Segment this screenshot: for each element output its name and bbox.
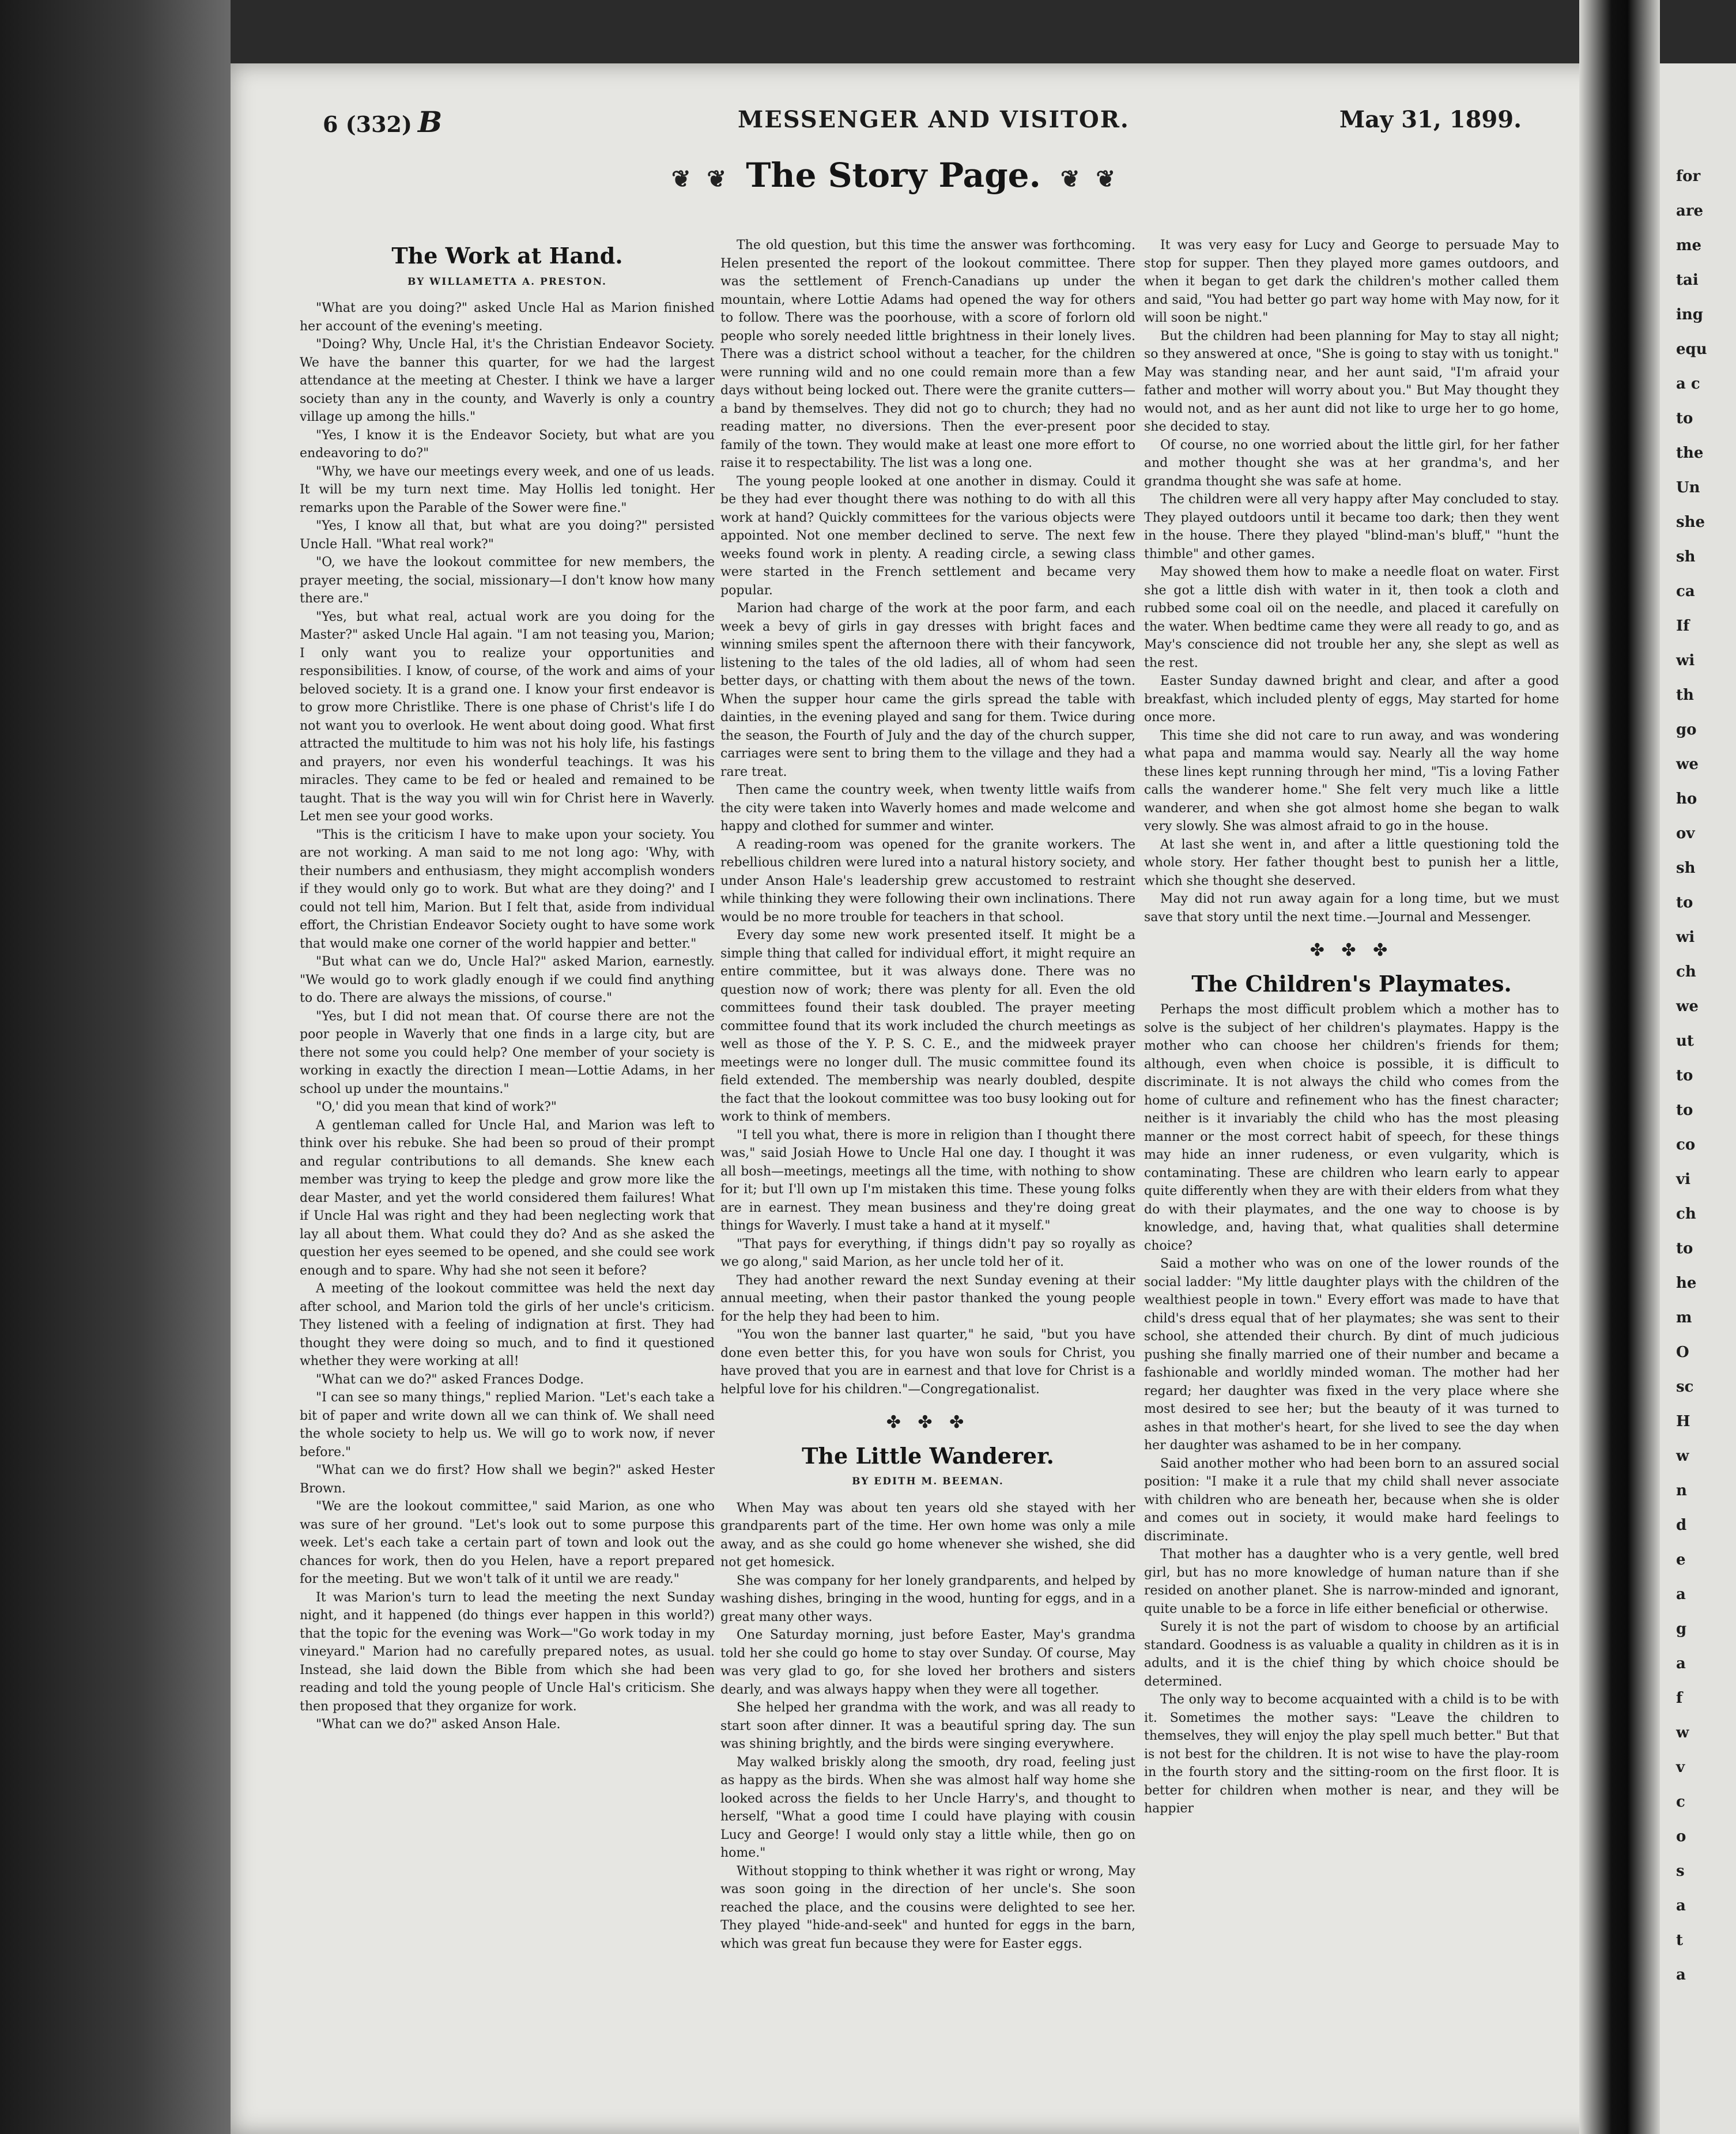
adjacent-page-fragment: w: [1676, 1447, 1689, 1465]
paragraph: This time she did not care to run away, and was wondering what papa and mamma would say. Nearly all the way home these lines kept running through her mind, "Tis a loving Father calls the wanderer home." She felt very much like a little wanderer, and when she got almost home she began to walk very slowly. She was almost afraid to go in the house.: [1144, 728, 1559, 834]
adjacent-page-fragment: go: [1676, 721, 1697, 738]
article-title: The Little Wanderer.: [802, 1442, 1054, 1469]
adjacent-page-fragment: we: [1676, 998, 1699, 1015]
paragraph: "I tell you what, there is more in religion than I thought there was," said Josiah Howe to Uncle Hal one day. I thought it was all bosh—meetings, meetings all the time, with nothing to show for it; but I'll own up I'm mistaken this time. These young folks are in earnest. They mean business and they're doing great things for Waverly. I must take a hand at it myself.": [720, 1128, 1135, 1233]
paragraph: "Yes, I know it is the Endeavor Society, but what are you endeavoring to do?": [300, 428, 715, 461]
paragraph: She was company for her lonely grandparents, and helped by washing dishes, bringing in the wood, hunting for eggs, and in a great many other ways.: [720, 1573, 1135, 1624]
paragraph: Then came the country week, when twenty little waifs from the city were taken into Waverly homes and made welcome and happy and clothed for summer and winter.: [720, 783, 1135, 834]
paragraph: A gentleman called for Uncle Hal, and Marion was left to think over his rebuke. She had been so proud of their prompt and regular contributions to all demands. She knew each member was trying to keep the pledge and grow more like the dear Master, and yet the world considered them failures! What if Uncle Hal was right and they had been neglecting work that lay all about them. What could they do? And as she asked the question her eyes seemed to be opened, and she could see work enough and to spare. Why had she not seen it before?: [300, 1118, 715, 1278]
paragraph: May did not run away again for a long time, but we must save that story until the next time.—Journal and Messenger.: [1144, 892, 1559, 925]
adjacent-page-fragment: Un: [1676, 479, 1700, 496]
adjacent-page-fragment: d: [1676, 1517, 1687, 1534]
paragraph: Marion had charge of the work at the poor farm, and each week a bevy of girls in gay dresses with bright faces and winning smiles spent the afternoon there with their fancywork, listening to the tales of the old ladies, all of whom had seen better days, or chatting with them about the news of the town. When the supper hour came the girls spread the table with dainties, in the evening played and sang for them. Twice during the season, the Fourth of July and the day of the church supper, carriages were sent to bring them to the village and they had a rare treat.: [720, 601, 1135, 779]
column-3: [1144, 236, 1559, 2081]
adjacent-page-fragment: are: [1676, 202, 1704, 220]
adjacent-page-fragment: ov: [1676, 825, 1695, 842]
paragraph: "But what can we do, Uncle Hal?" asked Marion, earnestly. "We would go to work gladly enough if we could find anything to do. There are always the missions, of course.": [300, 955, 715, 1005]
adjacent-page-edge: [1660, 63, 1736, 2134]
paragraph: "I can see so many things," replied Marion. "Let's each take a bit of paper and write down all we can think of. We shall need the whole society to help us. We will go to work now, if never before.": [300, 1390, 715, 1460]
adjacent-page-fragment: the: [1676, 444, 1704, 462]
article-byline: BY EDITH M. BEEMAN.: [852, 1476, 1004, 1487]
adjacent-page-fragment: th: [1676, 687, 1694, 704]
adjacent-page-fragment: me: [1676, 237, 1702, 254]
adjacent-page-fragment: to: [1676, 410, 1693, 427]
paragraph: The young people looked at one another in dismay. Could it be they had ever thought there was nothing to do with all this work at hand? Quickly committees for the various objects were appointed. Not one member declined to serve. The next few weeks found work in plenty. A reading circle, a sewing class were started in the French settlement and became very popular.: [720, 474, 1135, 598]
paragraph: Every day some new work presented itself. It might be a simple thing that called for individual effort, it might require an entire committee, but it was always done. There was no question now of work; there was plenty for all. Even the old committees found their task doubled. The prayer meeting committee found that its work included the church meetings as well as those of the Y. P. S. C. E., and the midweek prayer meetings were no longer dull. The music committee found its field extended. The membership was nearly doubled, despite the fact that the lookout committee was too busy looking out for work to think of members.: [720, 928, 1135, 1124]
adjacent-page-fragment: o: [1676, 1828, 1686, 1845]
paragraph: "O, we have the lookout committee for new members, the prayer meeting, the social, missionary—I don't know how many there are.": [300, 555, 715, 606]
column-2: [720, 236, 1135, 2081]
paragraph: A meeting of the lookout committee was held the next day after school, and Marion told the girls of her uncle's criticism. They listened with a feeling of indignation at first. They had thought they were doing so much, and to find it questioned whether they were working at all!: [300, 1281, 715, 1368]
article-title: The Children's Playmates.: [1191, 970, 1512, 997]
adjacent-page-fragment: t: [1676, 1932, 1684, 1949]
adjacent-page-fragment: c: [1676, 1793, 1685, 1811]
adjacent-page-fragment: If: [1676, 617, 1690, 635]
adjacent-page-fragment: to: [1676, 1102, 1693, 1119]
paragraph: "You won the banner last quarter," he said, "but you have done even better this, for you have won souls for Christ, you have proved that you are in earnest and that love for Christ is a helpful love for his children."—Congregationalist.: [720, 1328, 1135, 1397]
adjacent-page-fragment: a: [1676, 1586, 1686, 1603]
article-byline: BY WILLAMETTA A. PRESTON.: [407, 276, 607, 288]
adjacent-page-fragment: v: [1676, 1759, 1685, 1776]
adjacent-page-fragment: to: [1676, 894, 1693, 911]
adjacent-page-fragment: to: [1676, 1067, 1693, 1084]
article-body: [300, 299, 715, 1734]
section-separator: ✤ ✤ ✤: [1309, 940, 1394, 960]
binding-gutter: [1579, 0, 1660, 2134]
adjacent-page-fragment: co: [1676, 1136, 1696, 1153]
page-header: [323, 98, 1522, 138]
adjacent-page-fragment: tai: [1676, 272, 1699, 289]
section-heading: The Story Page.: [746, 156, 1041, 195]
adjacent-page-fragment: w: [1676, 1724, 1689, 1741]
fleuron-icon: ❦: [1096, 165, 1115, 193]
issue-date: May 31, 1899.: [1339, 106, 1522, 133]
adjacent-page-fragment: sh: [1676, 548, 1696, 565]
adjacent-page-fragment: equ: [1676, 341, 1707, 358]
folio: 6 (332) B: [323, 105, 443, 139]
masthead: MESSENGER AND VISITOR.: [738, 106, 1130, 133]
adjacent-page-fragment: ho: [1676, 790, 1697, 808]
adjacent-page-fragment: ca: [1676, 583, 1695, 600]
scan-left-margin: [0, 0, 231, 2134]
fleuron-icon: ❦: [671, 165, 691, 193]
paragraph: Surely it is not the part of wisdom to choose by an artificial standard. Goodness is as valuable a quality in children as it is in adults, and it is the chief thing by which choice should be determined.: [1144, 1620, 1559, 1689]
paragraph: "We are the lookout committee," said Marion, as one who was sure of her ground. "Let's look out to some purpose this week. Let's each take a certain part of town and look out the chances for work, then do you Helen, have a report prepared for the meeting. But we won't talk of it until we are ready.": [300, 1499, 715, 1586]
paragraph: It was very easy for Lucy and George to persuade May to stop for supper. Then they played more games outdoors, and when it began to get dark the children's mother called them and said, "You had better go part way home with May now, for it will soon be night.": [1144, 238, 1559, 325]
paragraph: Of course, no one worried about the little girl, for her father and mother thought she was at her grandma's, and her grandma thought she was safe at home.: [1144, 438, 1559, 489]
paragraph: "Yes, but what real, actual work are you doing for the Master?" asked Uncle Hal again. "I am not teasing you, Marion; I only want you to realize your opportunities and responsibilities. I know, of course, of the work and aims of your beloved society. It is a grand one. I know your first endeavor is to grow more Christlike. There is one phase of Christ's life I do not want you to overlook. He went about doing good. What first attracted the multitude to him was not his holy life, his fastings and prayers, nor even his wonderful teachings. It was his miracles. They came to be fed or healed and remained to be taught. That is the way you will win for Christ here in Waverly. Let men see your good works.: [300, 609, 715, 824]
paragraph: "That pays for everything, if things didn't pay so royally as we go along," said Marion, as her uncle told her of it.: [720, 1236, 1135, 1269]
adjacent-page-fragment: wi: [1676, 929, 1695, 946]
adjacent-page-fragment: e: [1676, 1551, 1686, 1569]
paragraph: Said another mother who had been born to an assured social position: "I make it a rule that my child shall never associate with children who are beneath her, because when she is older and comes out in society, it would make hard feelings to discriminate.: [1144, 1456, 1559, 1544]
fleuron-icon: ❦: [707, 165, 727, 193]
paragraph: A reading-room was opened for the granite workers. The rebellious children were lured into a natural history society, and under Anson Hale's leadership grew accustomed to restraint while thinking they were following their own inclinations. There would be no more trouble for teachers in that school.: [720, 837, 1135, 925]
adjacent-page-fragment: we: [1676, 756, 1699, 773]
paragraph: "What can we do?" asked Anson Hale.: [316, 1717, 561, 1732]
paragraph: They had another reward the next Sunday evening at their annual meeting, when their pastor thanked the young people for the help they had been to him.: [720, 1273, 1135, 1324]
adjacent-page-fragment: wi: [1676, 652, 1695, 669]
paragraph: But the children had been planning for May to stay all night; so they answered at once, "She is going to stay with us tonight." May was standing near, and her aunt said, "I'm afraid your father and mother will worry about you." But May thought they would not, and as her aunt did not like to urge her to go home, she decided to stay.: [1144, 329, 1559, 434]
handwritten-mark: B: [417, 105, 443, 139]
article-title: The Work at Hand.: [391, 243, 623, 269]
column-1: [300, 236, 715, 2081]
paragraph: "Why, we have our meetings every week, and one of us leads. It will be my turn next time. May Hollis led tonight. Her remarks upon the Parable of the Sower were fine.": [300, 464, 715, 515]
article-body-continued: [720, 236, 1135, 1398]
adjacent-page-fragment: a: [1676, 1897, 1686, 1914]
paragraph: It was Marion's turn to lead the meeting the next Sunday night, and it happened (do things ever happen in this world?) that the topic for the evening was Work—"Go work today in my vineyard." Marion had no carefully prepared notes, as usual. Instead, she laid down the Bible from which she had been reading and told the young people of Uncle Hal's criticism. She then proposed that they organize for work.: [300, 1590, 715, 1714]
fleuron-icon: ❦: [1060, 165, 1080, 193]
article-body-continued: [1144, 236, 1559, 926]
paragraph: The old question, but this time the answer was forthcoming. Helen presented the report of the lookout committee. There was the settlement of French-Canadians up under the mountain, where Lottie Adams had opened the way for others to follow. There was the poorhouse, with a score of forlorn old people who sorely needed little brightness in their lonely lives. There was a district school without a teacher, for the children were running wild and no one could remain more than a few days without being locked out. There were the granite cutters—a band by themselves. They did not go to church; they had no reading matter, no diversions. Then the ever-present poor family of the town. They would make at least one more effort to raise it to respectability. The list was a long one.: [720, 238, 1135, 470]
adjacent-page-fragment: a: [1676, 1966, 1686, 1984]
adjacent-page-fragment: g: [1676, 1620, 1687, 1638]
paragraph: One Saturday morning, just before Easter, May's grandma told her she could go home to stay over Sunday. Of course, May was very glad to go, for she loved her brothers and sisters dearly, and was always happy when they were all together.: [720, 1628, 1135, 1697]
article-body: [720, 1499, 1135, 1954]
adjacent-page-fragment: for: [1676, 168, 1701, 185]
adjacent-page-fragment: ing: [1676, 306, 1703, 323]
adjacent-page-fragment: to: [1676, 1240, 1693, 1257]
paragraph: "O,' did you mean that kind of work?": [316, 1100, 557, 1114]
paragraph: That mother has a daughter who is a very gentle, well bred girl, but has no more knowledge of human nature than if she resided on another planet. She is narrow-minded and ignorant, quite unable to be a force in life either beneficial or otherwise.: [1144, 1547, 1559, 1616]
adjacent-page-fragment: ch: [1676, 963, 1696, 981]
paragraph: "What can we do?" asked Frances Dodge.: [316, 1372, 584, 1387]
paragraph: Said a mother who was on one of the lower rounds of the social ladder: "My little daughter plays with the children of the wealthiest people in town." Every effort was made to have that child's dress equal that of her playmates; she was sent to their school, she attended their church. By dint of much judicious pushing she finally married one of their number and became a fashionable and worldly minded woman. The mother had her regard; her daughter was fixed in the very place where she most desired to see her; but the beauty of it was turned to ashes in that mother's heart, for she lived to see the day when her daughter was ashamed to be in her company.: [1144, 1257, 1559, 1453]
adjacent-page-fragment: sh: [1676, 859, 1696, 877]
adjacent-page-fragment: O: [1676, 1344, 1689, 1361]
adjacent-page-fragment: H: [1676, 1413, 1690, 1430]
adjacent-page-fragment: vi: [1676, 1171, 1690, 1188]
adjacent-page-fragment: m: [1676, 1309, 1692, 1326]
paragraph: Perhaps the most difficult problem which a mother has to solve is the subject of her children's playmates. Happy is the mother who can choose her children's friends for them; although, even when choice is possible, it is difficult to discriminate. It is not always the child who comes from the home of culture and refinement who has the finest character; neither is it invariably the child who has the most pleasing manner or the most correct habit of speech, for these things may hide an inner rudeness, or even vulgarity, which is contaminating. These are children who learn early to appear quite differently when they are with their elders from what they do with their playmates, and the one way to choose is by knowledge, and, having that, what qualities shall determine choice?: [1144, 1002, 1559, 1253]
paragraph: "What are you doing?" asked Uncle Hal as Marion finished her account of the evening's meeting.: [300, 301, 715, 334]
adjacent-page-fragment: s: [1676, 1862, 1685, 1880]
paragraph: "Yes, I know all that, but what are you doing?" persisted Uncle Hall. "What real work?": [300, 519, 715, 552]
paragraph: "What can we do first? How shall we begin?" asked Hester Brown.: [300, 1463, 715, 1496]
adjacent-page-fragment: ch: [1676, 1205, 1696, 1223]
paragraph: When May was about ten years old she stayed with her grandparents part of the time. Her own home was only a mile away, and as she could go home whenever she wished, she did not get homesick.: [720, 1500, 1135, 1570]
adjacent-page-fragment: she: [1676, 514, 1705, 531]
paragraph: At last she went in, and after a little questioning told the whole story. Her father thought best to punish her a little, which she thought she deserved.: [1144, 837, 1559, 888]
paragraph: "Yes, but I did not mean that. Of course there are not the poor people in Waverly that one finds in a large city, but are there not some you could help? One member of your society is working in exactly the direction I mean—Lottie Adams, in her school up under the mountains.": [300, 1009, 715, 1096]
adjacent-page-fragment: ut: [1676, 1032, 1694, 1050]
paragraph: May walked briskly along the smooth, dry road, feeling just as happy as the birds. When she was almost half way home she looked across the fields to her Uncle Harry's, and thought to herself, "What a good time I could have playing with cousin Lucy and George! I would only stay a little while, then go on home.": [720, 1755, 1135, 1860]
paragraph: May showed them how to make a needle float on water. First she got a little dish with water in it, then took a cloth and rubbed some coal oil on the needle, and placed it carefully on the water. When bedtime came they were all ready to go, and as May's conscience did not trouble her any, she slept as well as the rest.: [1144, 565, 1559, 670]
adjacent-page-fragment: he: [1676, 1275, 1697, 1292]
adjacent-page-fragment: sc: [1676, 1378, 1694, 1396]
section-title: [663, 156, 1124, 195]
paragraph: "Doing? Why, Uncle Hal, it's the Christian Endeavor Society. We have the banner this quarter, for we had the largest attendance at the meeting at Chester. I think we have a larger society than any in the county, and Waverly is only a country village up among the hills.": [300, 337, 715, 424]
adjacent-page-fragment: a: [1676, 1655, 1686, 1672]
adjacent-page-fragment: f: [1676, 1690, 1683, 1707]
article-body: [1144, 1001, 1559, 1818]
paragraph: The only way to become acquainted with a child is to be with it. Sometimes the mother says: "Leave the children to themselves, they will enjoy the play spell much better." But that is not best for the children. It is not wise to have the play-room in the fourth story and the sitting-room on the first floor. It is better for children when mother is near, and they will be happier: [1144, 1692, 1559, 1816]
adjacent-page-fragment: n: [1676, 1482, 1687, 1499]
section-separator: ✤ ✤ ✤: [886, 1412, 970, 1432]
paragraph: Easter Sunday dawned bright and clear, and after a good breakfast, which included plenty of eggs, May started for home once more.: [1144, 674, 1559, 725]
paragraph: The children were all very happy after May concluded to stay. They played outdoors until it became too dark; then they went in the house. There they played "blind-man's bluff," "hunt the thimble" and other games.: [1144, 492, 1559, 561]
paragraph: "This is the criticism I have to make upon your society. You are not working. A man said to me not long ago: 'Why, with their numbers and enthusiasm, they might accomplish wonders if they would only go to work. But what are they doing?' and I could not tell him, Marion. But I felt that, aside from individual effort, the Christian Endeavor Society ought to have some work that would make one corner of the world happier and better.": [300, 827, 715, 951]
paragraph: Without stopping to think whether it was right or wrong, May was soon going in the direction of her uncle's. She soon reached the place, and the cousins were delighted to see her. They played "hide-and-seek" and hunted for eggs in the barn, which was great fun because they were for Easter eggs.: [720, 1864, 1135, 1951]
paragraph: She helped her grandma with the work, and was all ready to start soon after dinner. It was a beautiful spring day. The sun was shining brightly, and the birds were singing everywhere.: [720, 1701, 1135, 1751]
adjacent-page-fragment: a c: [1676, 375, 1700, 393]
